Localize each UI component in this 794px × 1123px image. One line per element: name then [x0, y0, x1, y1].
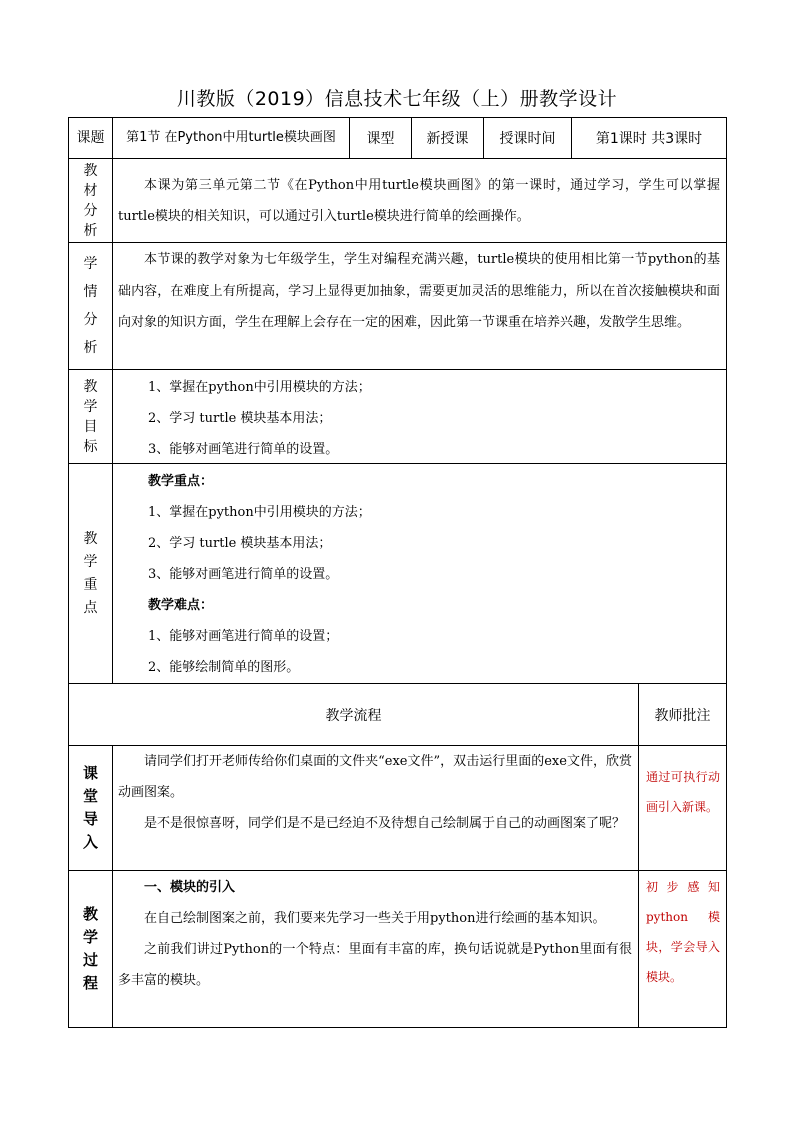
teaching-goals-list: [148, 372, 708, 465]
goal-item: 1、掌握在python中引用模块的方法；: [148, 380, 371, 395]
teaching-process-content: [118, 872, 632, 996]
process-heading: 一、模块的引入: [144, 880, 236, 895]
focus-heading: 教学重点：: [148, 474, 214, 489]
course-type-label: 课型: [366, 131, 395, 147]
focus-item: 3、能够对画笔进行简单的设置。: [148, 567, 339, 582]
difficulty-item: 2、能够绘制简单的图形。: [148, 660, 300, 675]
material-analysis-text: 本课为第三单元第二节《在Python中用turtle模块画图》的第一课时，通过学习，学生可以掌握turtle模块的相关知识，可以通过引入turtle模块进行简单的绘画操作。: [118, 178, 720, 224]
learner-analysis-text: 本节课的教学对象为七年级学生，学生对编程充满兴趣，turtle模块的使用相比第一节python的基础内容，在难度上有所提高，学习上显得更加抽象，需要更加灵活的思维能力，所以在首次接触模块和面向对象的知识方面，学生在理解上会存在一定的困难，因此第一节课重在培养兴趣，发散学生思维。: [118, 252, 720, 330]
goal-item: 3、能够对画笔进行简单的设置。: [148, 442, 339, 457]
lesson-title: 第1节 在Python中用turtle模块画图: [126, 130, 336, 145]
key-points-section: [148, 466, 708, 683]
intro-paragraph: 请同学们打开老师传给你们桌面的文件夹“exe文件”，双击运行里面的exe文件，欣赏动画图案。: [118, 754, 632, 800]
class-time-value: 第1课时 共3课时: [595, 131, 703, 147]
lesson-label: 课题: [76, 129, 105, 146]
teacher-note-header: 教师批注: [654, 707, 711, 724]
document-title: 川教版（2019）信息技术七年级（上）册教学设计: [176, 88, 618, 110]
teaching-flow-header: 教学流程: [325, 707, 382, 724]
focus-item: 1、掌握在python中引用模块的方法；: [148, 505, 371, 520]
teaching-goals-label: 教学目标: [83, 378, 98, 455]
material-analysis-label: 教材分析: [83, 162, 98, 239]
process-teacher-note: 初步感知python模块，学会导入模块。: [646, 880, 720, 984]
course-type-value: 新授课: [426, 131, 469, 147]
process-paragraph: 之前我们讲过Python的一个特点：里面有丰富的库，换句话说就是Python里面有很多丰富的模块。: [118, 942, 632, 988]
difficulty-item: 1、能够对画笔进行简单的设置；: [148, 629, 339, 644]
focus-item: 2、学习 turtle 模块基本用法；: [148, 536, 332, 551]
class-time-label: 授课时间: [499, 131, 556, 147]
teaching-process-label: 教学过程: [82, 905, 98, 992]
key-points-label: 教学重点: [83, 530, 98, 616]
process-paragraph: 在自己绘制图案之前，我们要来先学习一些关于用python进行绘画的基本知识。: [144, 911, 606, 926]
intro-paragraph: 是不是很惊喜呀，同学们是不是已经迫不及待想自己绘制属于自己的动画图案了呢？: [144, 816, 626, 831]
intro-teacher-note: 通过可执行动画引入新课。: [646, 770, 720, 814]
learner-analysis-label: 学情分析: [83, 256, 98, 356]
class-intro-content: [118, 746, 632, 839]
difficulty-heading: 教学难点：: [148, 598, 214, 613]
goal-item: 2、学习 turtle 模块基本用法；: [148, 411, 332, 426]
class-intro-label: 课堂导入: [82, 764, 98, 851]
